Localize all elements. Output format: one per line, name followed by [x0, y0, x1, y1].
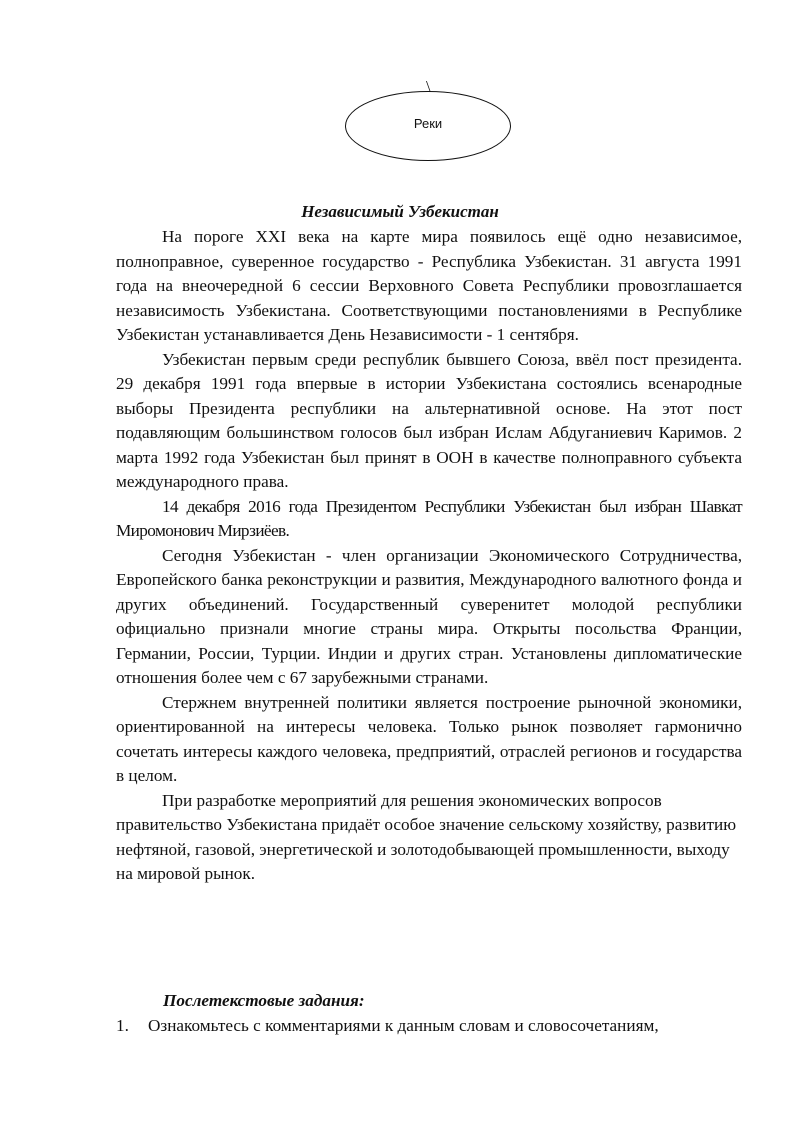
- document-title: Независимый Узбекистан: [301, 202, 499, 221]
- paragraph: Сегодня Узбекистан - член организации Экономического Сотрудничества, Европейского банка реконструкции и развития, Международного валютного фонда и других объединений. Государственный суверенитет молодой республики официально признали многие страны мира. Открыты посольства Франции, Германии, России, Турции. Индии и других стран. Установлены дипломатические отношения более чем с 67 зарубежными странами.: [116, 545, 742, 687]
- task-text: Ознакомьтесь с комментариями к данным словам и словосочетаниям,: [148, 1016, 659, 1035]
- task-list: [116, 1014, 756, 1038]
- paragraph: На пороге XXI века на карте мира появилось ещё одно независимое, полноправное, суверенное государство - Республика Узбекистан. 31 августа 1991 года на внеочередной 6 сессии Верховного Совета Республики провозглашается независимость Узбекистана. Соответствующими постановлениями в Республике Узбекистан устанавливается День Независимости - 1 сентября.: [116, 227, 742, 344]
- paragraph: 14 декабря 2016 года Президентом Республики Узбекистан был избран Шавкат Миромонович Мирзиёев.: [116, 496, 742, 540]
- diagram-ellipse: [345, 91, 511, 161]
- list-item: [116, 1014, 756, 1038]
- body-text: [116, 225, 742, 887]
- after-text-heading: Послетекстовые задания:: [163, 991, 365, 1010]
- paragraph: Узбекистан первым среди республик бывшего Союза, ввёл пост президента. 29 декабря 1991 года впервые в истории Узбекистана состоялись всенародные выборы Президента республики на альтернативной основе. На этот пост подавляющим большинством голосов был избран Ислам Абдуганиевич Каримов. 2 марта 1992 года Узбекистан был принят в ООН в качестве полноправного субъекта международного права.: [116, 349, 742, 491]
- task-number: 1.: [116, 1016, 129, 1035]
- paragraph: Стержнем внутренней политики является построение рыночной экономики, ориентированной на интересы человека. Только рынок позволяет гармонично сочетать интересы каждого человека, предприятий, отраслей регионов и государства в целом.: [116, 692, 742, 785]
- diagram-mark: \: [426, 77, 431, 96]
- paragraph: При разработке мероприятий для решения экономических вопросов правительство Узбекистана придаёт особое значение сельскому хозяйству, развитию нефтяной, газовой, энергетической и золотодобывающей промышленности, выходу на мировой рынок.: [116, 790, 737, 883]
- ellipse-label: Реки: [413, 115, 443, 131]
